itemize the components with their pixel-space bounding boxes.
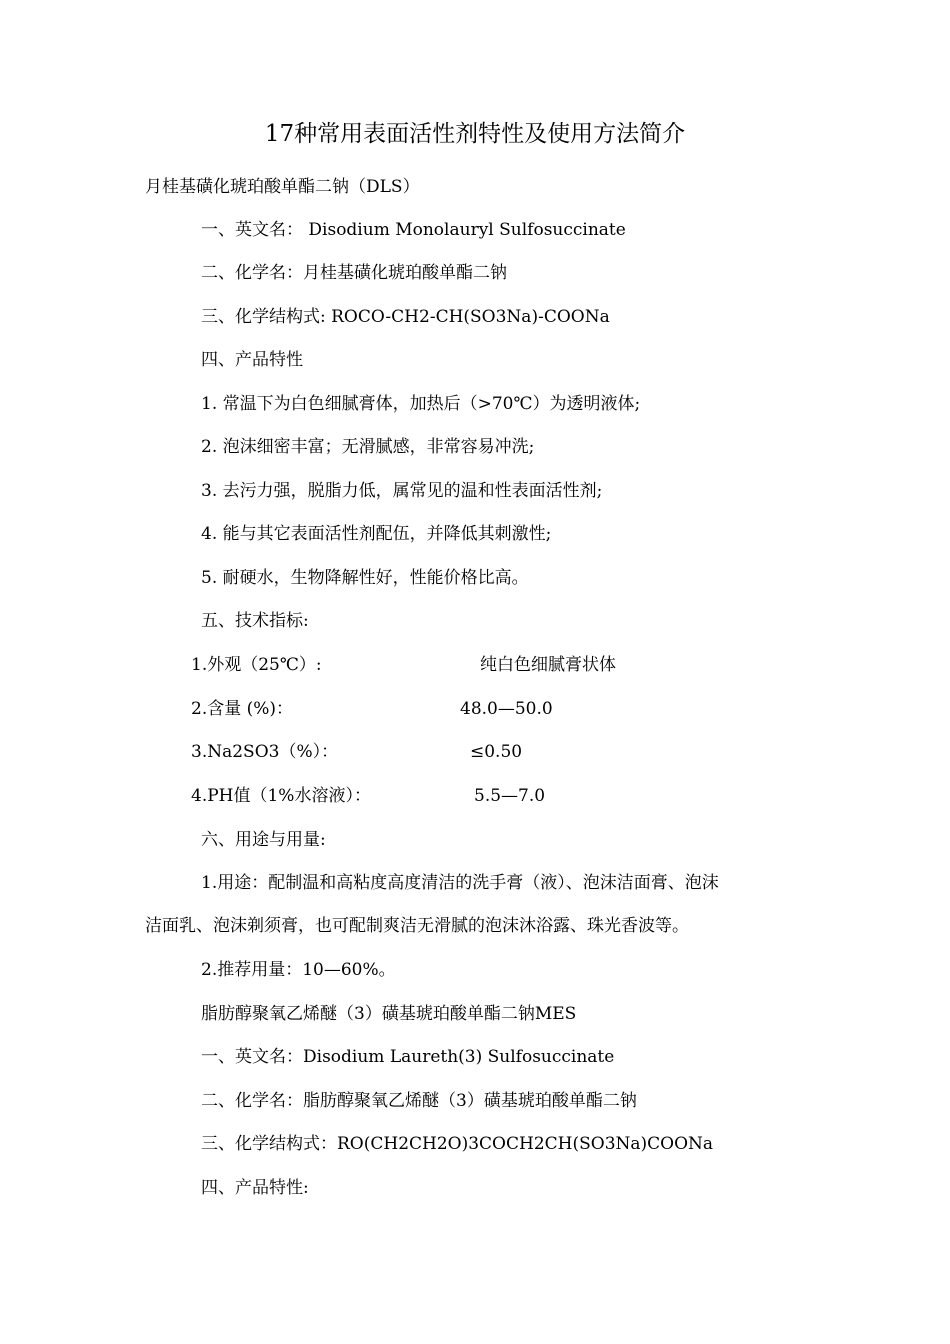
dls-spec-1-label: 1.外观（25℃）: <box>191 655 322 675</box>
dls-feature-1: 1. 常温下为白色细腻膏体，加热后（>70℃）为透明液体; <box>201 394 641 414</box>
dls-chemical-name: 二、化学名：月桂基磺化琥珀酸单酯二钠 <box>201 263 507 283</box>
mes-heading: 脂肪醇聚氧乙烯醚（3）磺基琥珀酸单酯二钠MES <box>201 1004 577 1024</box>
mes-english-name: 一、英文名：Disodium Laureth(3) Sulfosuccinate <box>201 1047 615 1067</box>
dls-feature-3: 3. 去污力强，脱脂力低，属常见的温和性表面活性剂; <box>201 481 603 501</box>
dls-english-name: 一、英文名： Disodium Monolauryl Sulfosuccinate <box>201 220 626 240</box>
dls-feature-4: 4. 能与其它表面活性剂配伍，并降低其刺激性; <box>201 524 552 544</box>
mes-structure: 三、化学结构式：RO(CH2CH2O)3COCH2CH(SO3Na)COONa <box>201 1134 714 1154</box>
mes-features-heading: 四、产品特性: <box>201 1178 309 1198</box>
dls-feature-5: 5. 耐硬水，生物降解性好，性能价格比高。 <box>201 568 529 588</box>
dls-usage-heading: 六、用途与用量: <box>201 830 326 850</box>
dls-spec-heading: 五、技术指标: <box>201 611 309 631</box>
dls-spec-2-label: 2.含量 (%)： <box>191 699 294 719</box>
dls-structure: 三、化学结构式: ROCO-CH2-CH(SO3Na)-COONa <box>201 307 610 327</box>
dls-spec-4-value: 5.5—7.0 <box>474 786 546 806</box>
dls-dosage: 2.推荐用量：10—60%。 <box>201 960 396 980</box>
dls-feature-2: 2. 泡沫细密丰富；无滑腻感，非常容易冲洗; <box>201 437 535 457</box>
dls-features-heading: 四、产品特性 <box>201 350 303 370</box>
document-title: 17种常用表面活性剂特性及使用方法简介 <box>264 121 686 147</box>
dls-spec-4-label: 4.PH值（1%水溶液）： <box>191 786 371 806</box>
dls-spec-2-value: 48.0—50.0 <box>460 699 553 719</box>
dls-spec-3-label: 3.Na2SO3（%）： <box>191 742 339 762</box>
dls-spec-1-value: 纯白色细腻膏状体 <box>480 655 616 675</box>
dls-usage-line-1: 1.用途：配制温和高粘度高度清洁的洗手膏（液）、泡沫洁面膏、泡沫 <box>201 873 719 893</box>
dls-spec-3-value: ≤0.50 <box>470 742 523 762</box>
dls-heading: 月桂基磺化琥珀酸单酯二钠（DLS） <box>145 177 420 197</box>
dls-usage-line-2: 洁面乳、泡沫剃须膏，也可配制爽洁无滑腻的泡沫沐浴露、珠光香波等。 <box>145 916 689 936</box>
mes-chemical-name: 二、化学名：脂肪醇聚氧乙烯醚（3）磺基琥珀酸单酯二钠 <box>201 1091 637 1111</box>
